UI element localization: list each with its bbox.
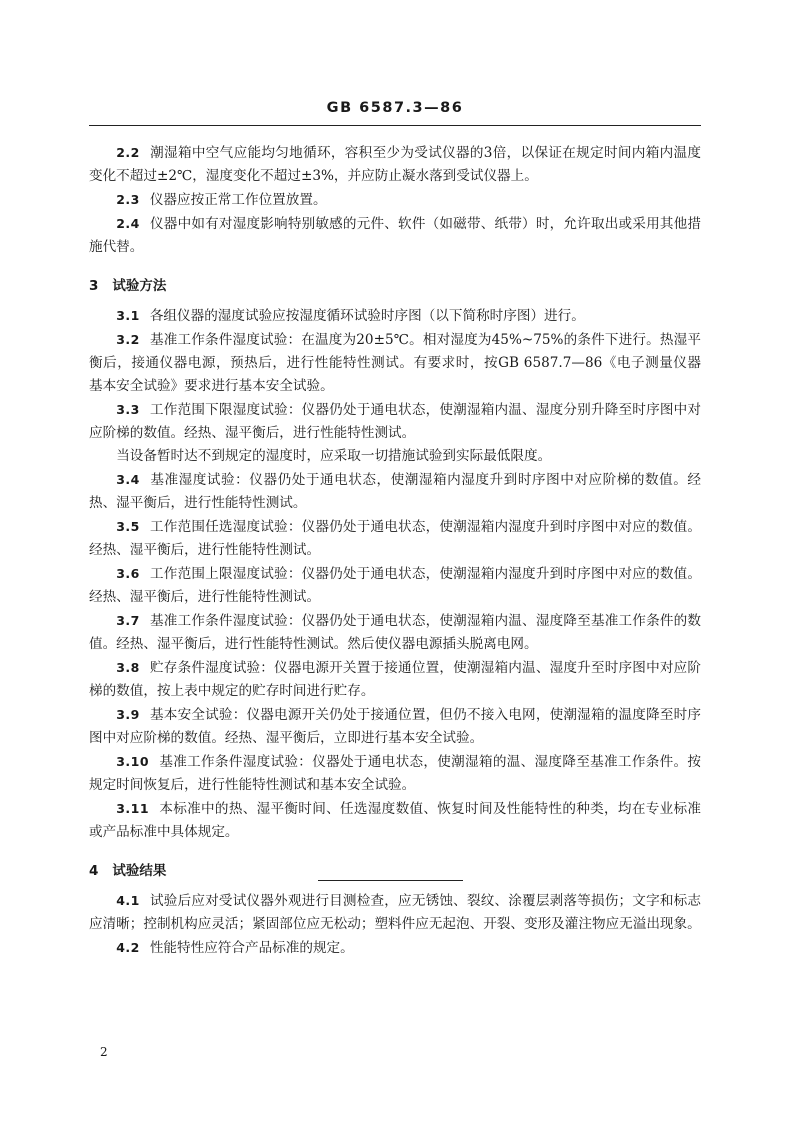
clause — [89, 656, 701, 703]
clause-text: 潮湿箱中空气应能均匀地循环，容积至少为受试仪器的3倍，以保证在规定时间内箱内温度变化不超过±2℃，湿度变化不超过±3%，并应防止凝水落到受试仪器上。 — [89, 145, 701, 184]
clause-number: 3.2 — [116, 332, 140, 347]
clause-text: 试验后应对受试仪器外观进行目测检查，应无锈蚀、裂纹、涂覆层剥落等损伤；文字和标志应清晰；控制机构应灵活；紧固部位应无松动；塑料件应无起泡、开裂、变形及灌注物应无溢出现象。 — [89, 893, 701, 932]
clause — [89, 703, 701, 750]
clause — [89, 562, 701, 609]
clause-text: 本标准中的热、湿平衡时间、任选湿度数值、恢复时间及性能特性的种类，均在专业标准或产品标准中具体规定。 — [89, 801, 701, 840]
clause-text: 工作范围任选湿度试验：仪器仍处于通电状态，使潮湿箱内湿度升到时序图中对应的数值。经热、湿平衡后，进行性能特性测试。 — [89, 519, 701, 558]
clause — [89, 750, 701, 797]
clause — [89, 328, 715, 398]
section-title: 试验方法 — [112, 278, 167, 294]
clause — [89, 304, 701, 328]
clause-text: 仪器中如有对湿度影响特别敏感的元件、软件（如磁带、纸带）时，允许取出或采用其他措施代替。 — [89, 216, 701, 255]
clause-number: 3.9 — [116, 707, 140, 722]
clause — [89, 515, 701, 562]
clause-text: 当设备暂时达不到规定的湿度时，应采取一切措施试验到实际最低限度。 — [116, 448, 552, 464]
clause-number: 3.5 — [116, 519, 140, 534]
clause-number: 2.4 — [116, 216, 140, 231]
clause — [89, 936, 701, 960]
clause-number: 3.6 — [116, 566, 140, 581]
clause — [89, 609, 701, 656]
clause — [89, 212, 701, 259]
clause-text: 贮存条件湿度试验：仪器电源开关置于接通位置，使潮湿箱内温、湿度升至时序图中对应阶梯的数值，按上表中规定的贮存时间进行贮存。 — [89, 660, 701, 699]
clause — [89, 398, 701, 445]
clause-text: 仪器应按正常工作位置放置。 — [149, 192, 327, 208]
clause — [89, 468, 701, 515]
clause-number: 3.4 — [116, 472, 140, 487]
page-number: 2 — [100, 1045, 108, 1059]
clause — [89, 141, 701, 188]
clause-continuation — [89, 445, 701, 468]
clause-number: 3.1 — [116, 308, 140, 323]
clause-text: 工作范围上限湿度试验：仪器仍处于通电状态，使潮湿箱内湿度升到时序图中对应的数值。经热、湿平衡后，进行性能特性测试。 — [89, 566, 701, 605]
clause-text: 工作范围下限湿度试验：仪器仍处于通电状态，使潮湿箱内温、湿度分别升降至时序图中对应阶梯的数值。经热、湿平衡后，进行性能特性测试。 — [89, 402, 701, 441]
clause — [89, 889, 701, 936]
clause-number: 2.3 — [116, 192, 140, 207]
clause — [89, 188, 701, 212]
clause-text: 基准工作条件湿度试验：在温度为20±5℃。相对湿度为45%~75%的条件下进行。热湿平衡后，接通仪器电源，预热后，进行性能特性测试。有要求时，按GB 6587.7—86《电子测量仪器 基本安全试验》要求进行基本安全试验。 — [89, 332, 715, 394]
clause-number: 4.1 — [116, 893, 140, 908]
clause-text: 基本安全试验：仪器电源开关仍处于接通位置，但仍不接入电网，使潮湿箱的温度降至时序图中对应阶梯的数值。经热、湿平衡后，立即进行基本安全试验。 — [89, 707, 701, 746]
section-number: 4 — [89, 863, 99, 879]
clause-number: 2.2 — [116, 145, 140, 160]
clause-text: 各组仪器的湿度试验应按湿度循环试验时序图（以下简称时序图）进行。 — [149, 308, 585, 324]
section-title: 试验结果 — [112, 863, 167, 879]
document-body — [89, 141, 715, 960]
section-heading — [89, 275, 701, 298]
section-number: 3 — [89, 278, 99, 294]
clause — [89, 797, 701, 844]
header-rule — [89, 125, 701, 126]
clause-number: 3.8 — [116, 660, 140, 675]
clause-number: 4.2 — [116, 940, 140, 955]
clause-text: 基准工作条件湿度试验：仪器仍处于通电状态，使潮湿箱内温、湿度降至基准工作条件的数值。经热、湿平衡后，进行性能特性测试。然后使仪器电源插头脱离电网。 — [89, 613, 701, 652]
clause-number: 3.3 — [116, 402, 140, 417]
clause-text: 基准湿度试验：仪器仍处于通电状态，使潮湿箱内湿度升到时序图中对应阶梯的数值。经热、湿平衡后，进行性能特性测试。 — [89, 472, 701, 511]
clause-number: 3.7 — [116, 613, 140, 628]
clause-number: 3.10 — [116, 754, 150, 769]
clause-text: 性能特性应符合产品标准的规定。 — [149, 940, 354, 956]
clause-text: 基准工作条件湿度试验：仪器处于通电状态，使潮湿箱的温、湿度降至基准工作条件。按规定时间恢复后，进行性能特性测试和基本安全试验。 — [89, 754, 701, 793]
clause-number: 3.11 — [116, 801, 150, 816]
standard-code-header: GB 6587.3—86 — [326, 100, 464, 116]
end-of-document-rule — [318, 880, 463, 881]
